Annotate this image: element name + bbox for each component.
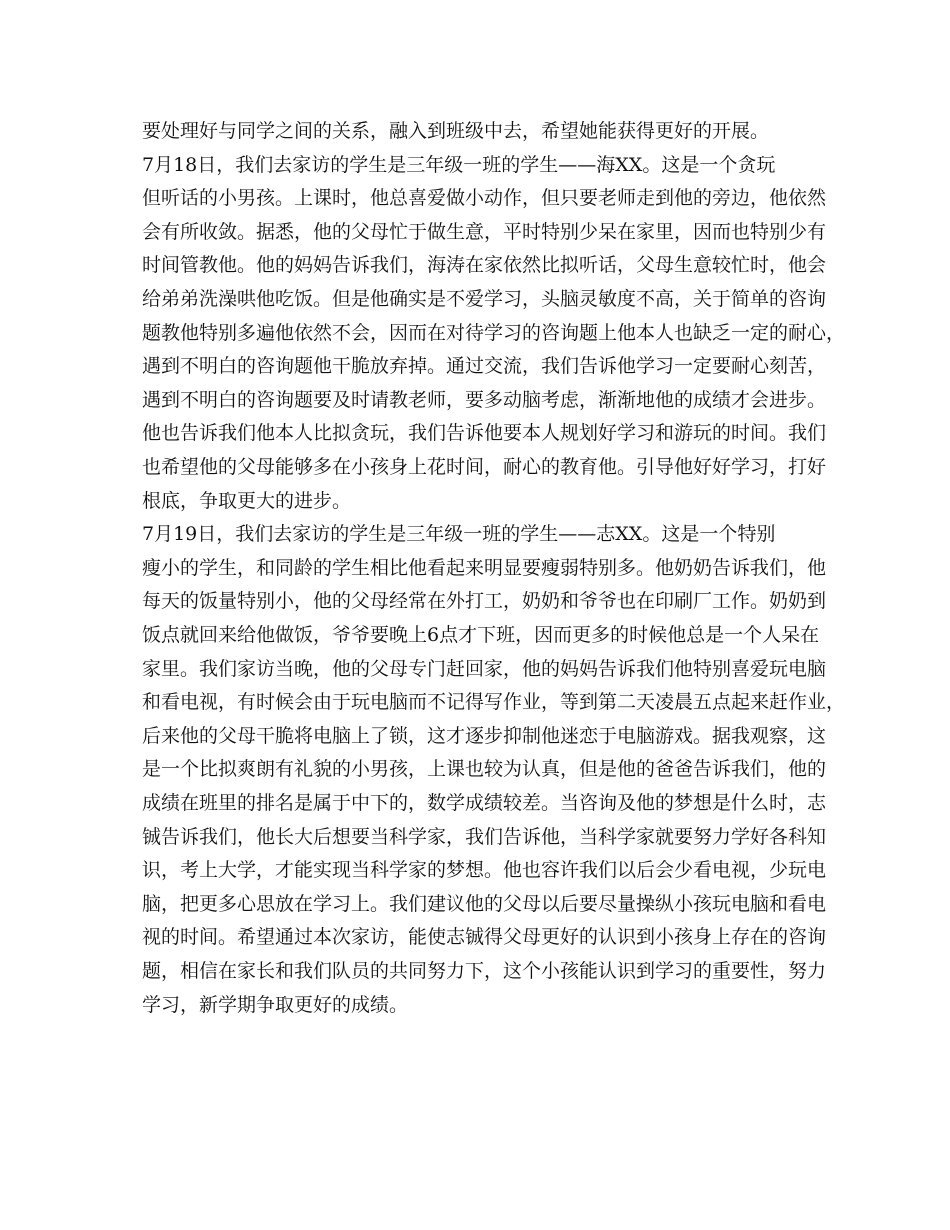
text-line: 视的时间。希望通过本次家访，能使志铖得父母更好的认识到小孩身上存在的咨询 <box>142 926 827 948</box>
text-line: 成绩在班里的排名是属于中下的，数学成绩较差。当咨询及他的梦想是什么时，志 <box>142 792 827 814</box>
text-line: 铖告诉我们，他长大后想要当科学家，我们告诉他，当科学家就要努力学好各科知 <box>142 826 827 848</box>
text-line: 是一个比拟爽朗有礼貌的小男孩，上课也较为认真，但是他的爸爸告诉我们，他的 <box>142 758 827 780</box>
text-line: 学习，新学期争取更好的成绩。 <box>142 994 409 1016</box>
text-line: 给弟弟洗澡哄他吃饭。但是他确实是不爱学习，头脑灵敏度不高，关于简单的咨询 <box>142 288 827 310</box>
text-line: 脑，把更多心思放在学习上。我们建议他的父母以后要尽量操纵小孩玩电脑和看电 <box>142 893 827 915</box>
text-line: 也希望他的父母能够多在小孩身上花时间，耐心的教育他。引导他好好学习，打好 <box>142 456 827 478</box>
text-line: 7月18日，我们去家访的学生是三年级一班的学生——海XX。这是一个贪玩 <box>142 154 776 176</box>
text-line: 遇到不明白的咨询题他干脆放弃掉。通过交流，我们告诉他学习一定要耐心刻苦， <box>142 355 827 377</box>
text-line: 家里。我们家访当晚，他的父母专门赶回家，他的妈妈告诉我们他特别喜爱玩电脑 <box>142 658 827 680</box>
text-line: 他也告诉我们他本人比拟贪玩，我们告诉他要本人规划好学习和游玩的时间。我们 <box>142 422 827 444</box>
text-line: 瘦小的学生，和同龄的学生相比他看起来明显要瘦弱特别多。他奶奶告诉我们，他 <box>142 557 827 579</box>
text-line: 题教他特别多遍他依然不会，因而在对待学习的咨询题上他本人也缺乏一定的耐心， <box>142 322 846 344</box>
text-line: 后来他的父母干脆将电脑上了锁，这才逐步抑制他迷恋于电脑游戏。据我观察，这 <box>142 725 827 747</box>
text-line: 根底，争取更大的进步。 <box>142 490 352 512</box>
text-line: 饭点就回来给他做饭，爷爷要晚上6点才下班，因而更多的时候他总是一个人呆在 <box>142 624 820 646</box>
text-line: 会有所收敛。据悉，他的父母忙于做生意，平时特别少呆在家里，因而也特别少有 <box>142 221 827 243</box>
text-line: 7月19日，我们去家访的学生是三年级一班的学生——志XX。这是一个特别 <box>142 523 776 545</box>
text-line: 要处理好与同学之间的关系，融入到班级中去，希望她能获得更好的开展。 <box>142 120 770 142</box>
text-line: 和看电视，有时候会由于玩电脑而不记得写作业，等到第二天凌晨五点起来赶作业， <box>142 691 846 713</box>
text-line: 识，考上大学，才能实现当科学家的梦想。他也容许我们以后会少看电视，少玩电 <box>142 859 827 881</box>
text-line: 遇到不明白的咨询题要及时请教老师，要多动脑考虑，渐渐地他的成绩才会进步。 <box>142 389 827 411</box>
text-line: 但听话的小男孩。上课时，他总喜爱做小动作，但只要老师走到他的旁边，他依然 <box>142 187 827 209</box>
text-line: 每天的饭量特别小，他的父母经常在外打工，奶奶和爷爷也在印刷厂工作。奶奶到 <box>142 590 827 612</box>
text-line: 时间管教他。他的妈妈告诉我们，海涛在家依然比拟听话，父母生意较忙时，他会 <box>142 254 827 276</box>
text-line: 题，相信在家长和我们队员的共同努力下，这个小孩能认识到学习的重要性，努力 <box>142 960 827 982</box>
